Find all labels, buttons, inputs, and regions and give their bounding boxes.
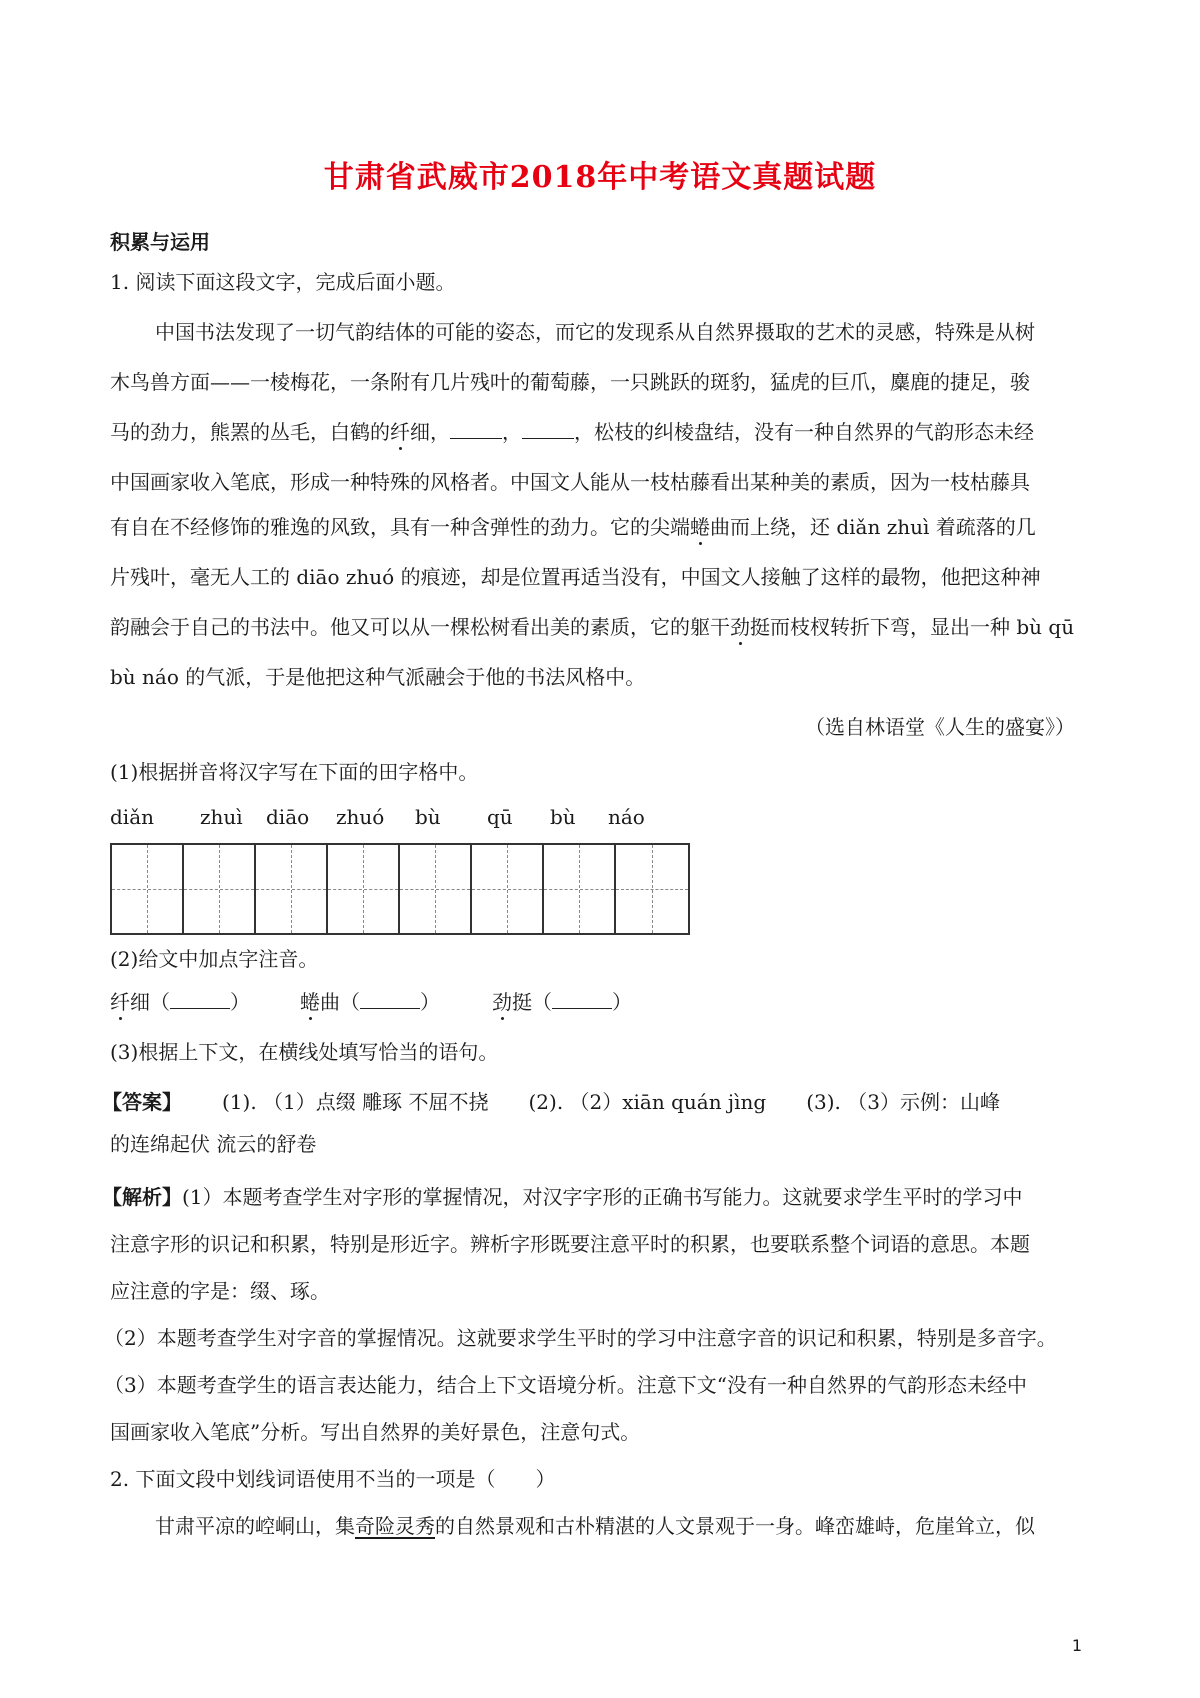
annotation-blank: 蜷曲（ ） — [300, 990, 440, 1014]
passage-line: 片残叶，毫无人工的 diāo zhuó 的痕迹，却是位置再适当没有，中国文人接触了这样的最物，他把这种神 — [110, 565, 1041, 589]
pinyin-label: bù — [550, 805, 576, 829]
answer-line: 【答案】 (1). （1）点缀 雕琢 不屈不挠 (2). （2）xiān quán jìng (3). （3）示例：山峰 — [102, 1090, 1000, 1114]
answer-line: 的连绵起伏 流云的舒卷 — [110, 1132, 317, 1156]
q2-stem: 2. 下面文段中划线词语使用不当的一项是（ ） — [110, 1467, 556, 1491]
answer-blank[interactable] — [170, 990, 230, 1009]
passage-line: 中国画家收入笔底，形成一种特殊的风格者。中国文人能从一枝枯藤看出某种美的素质，因为一枝枯藤具 — [110, 470, 1030, 494]
analysis-line: 注意字形的识记和积累，特别是形近字。辨析字形既要注意平时的积累，也要联系整个词语的意思。本题 — [110, 1232, 1030, 1256]
dotted-char: 蜷 — [300, 990, 320, 1014]
tianzige-cell[interactable] — [616, 845, 688, 933]
passage-line: bù náo 的气派，于是他把这种气派融会于他的书法风格中。 — [110, 665, 646, 689]
passage-line: 甘肃平凉的崆峒山，集奇险灵秀的自然景观和古朴精湛的人文景观于一身。峰峦雄峙，危崖耸立，似 — [155, 1514, 1035, 1538]
tianzige-cell[interactable] — [256, 845, 328, 933]
tianzige-cell[interactable] — [328, 845, 400, 933]
tianzige-grid — [110, 843, 690, 935]
pinyin-label: zhuó — [336, 805, 385, 829]
fill-blank — [522, 420, 574, 439]
source-citation: （选自林语堂《人生的盛宴》） — [805, 715, 1075, 739]
analysis-label: 【解析】 — [102, 1185, 182, 1209]
answer-blank[interactable] — [360, 990, 420, 1009]
fill-blank — [450, 420, 502, 439]
underlined-word: 奇险灵秀 — [355, 1514, 435, 1538]
dotted-char: 纤 — [110, 990, 130, 1014]
passage-line: 韵融会于自己的书法中。他又可以从一棵松树看出美的素质，它的躯干劲挺而枝杈转折下弯，显出一种 bù qū — [110, 615, 1075, 639]
tianzige-cell[interactable] — [544, 845, 616, 933]
annotation-blank: 纤细（ ） — [110, 990, 250, 1014]
section-heading: 积累与运用 — [110, 230, 210, 254]
pinyin-label: qū — [487, 805, 513, 829]
annotation-blank: 劲挺（ ） — [492, 990, 632, 1014]
tianzige-cell[interactable] — [184, 845, 256, 933]
page-title: 甘肃省武威市2018年中考语文真题试题 — [323, 160, 877, 195]
tianzige-cell[interactable] — [472, 845, 544, 933]
passage-line: 中国书法发现了一切气韵结体的可能的姿态，而它的发现系从自然界摄取的艺术的灵感，特殊是从树 — [155, 320, 1035, 344]
pinyin-label: zhuì — [200, 805, 243, 829]
dotted-char: 劲 — [492, 990, 512, 1014]
dotted-char: 劲 — [730, 615, 750, 639]
passage-line: 有自在不经修饰的雅逸的风致，具有一种含弹性的劲力。它的尖端蜷曲而上绕，还 diǎn zhuì 着疏落的几 — [110, 515, 1036, 539]
answer-blank[interactable] — [552, 990, 612, 1009]
pinyin-label: diǎn — [110, 805, 155, 829]
q1-stem: 1. 阅读下面这段文字，完成后面小题。 — [110, 270, 456, 294]
dotted-char: 纤 — [390, 420, 410, 444]
analysis-line: （2）本题考查学生对字音的掌握情况。这就要求学生平时的学习中注意字音的识记和积累，特别是多音字。 — [104, 1326, 1057, 1350]
dotted-char: 蜷 — [690, 515, 710, 539]
tianzige-cell[interactable] — [400, 845, 472, 933]
pinyin-label: bù — [415, 805, 441, 829]
analysis-line: （3）本题考查学生的语言表达能力，结合上下文语境分析。注意下文“没有一种自然界的气韵形态未经中 — [104, 1373, 1027, 1397]
sub-question-1: (1)根据拼音将汉字写在下面的田字格中。 — [110, 760, 479, 784]
passage-line: 木鸟兽方面——一棱梅花，一条附有几片残叶的葡萄藤，一只跳跃的斑豹，猛虎的巨爪，麋鹿的捷足，骏 — [110, 370, 1030, 394]
tianzige-cell[interactable] — [112, 845, 184, 933]
answer-label: 【答案】 — [102, 1090, 182, 1114]
page-number: 1 — [1071, 1636, 1082, 1655]
passage-line: 马的劲力，熊罴的丛毛，白鹤的纤细， ， ，松枝的纠棱盘结，没有一种自然界的气韵形态未经 — [110, 420, 1034, 444]
sub-question-2: (2)给文中加点字注音。 — [110, 947, 319, 971]
sub-question-3: (3)根据上下文，在横线处填写恰当的语句。 — [110, 1040, 499, 1064]
analysis-line: 国画家收入笔底”分析。写出自然界的美好景色，注意句式。 — [110, 1420, 641, 1444]
analysis-line: 【解析】(1）本题考查学生对字形的掌握情况，对汉字字形的正确书写能力。这就要求学生平时的学习中 — [102, 1185, 1023, 1209]
pinyin-label: diāo — [266, 805, 310, 829]
pinyin-label: náo — [608, 805, 645, 829]
analysis-line: 应注意的字是：缀、琢。 — [110, 1279, 330, 1303]
